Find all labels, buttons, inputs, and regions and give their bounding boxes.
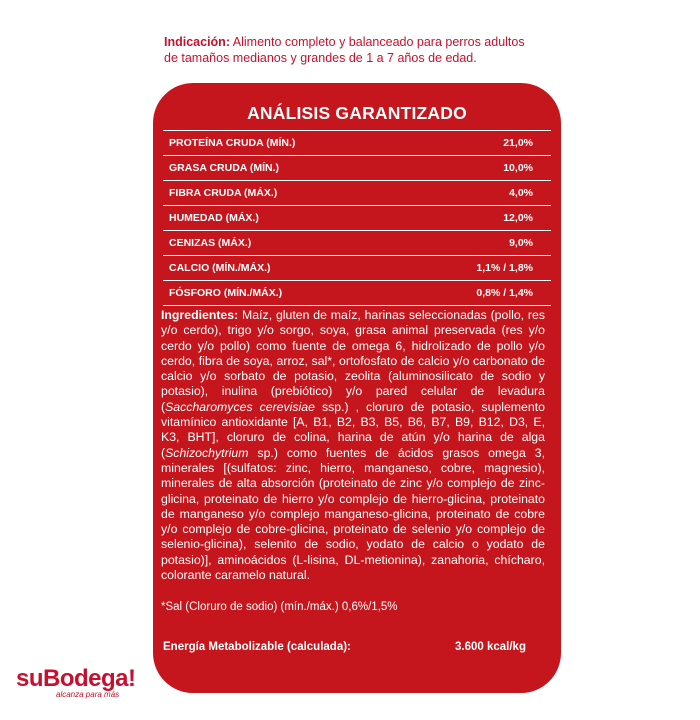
table-row <box>163 231 551 256</box>
row-label: HUMEDAD (MÁX.) <box>169 212 259 224</box>
ingredients-part3: sp.) como fuentes de ácidos grasos omega 3, minerales [(sulfatos: zinc, hierro, manganeso, cobre, magnesio), minerales de alta absorción (proteinato de zinc y/o complejo de zinc-glicina, proteinato de hierro y/o complejo de hierro-glicina, proteinato de manganeso y/o complejo manganeso-glicina, proteinato de cobre y/o complejo de cobre-glicina, proteinato de selenio y/o complejo de selenio-glicina), selenito de sodio, yodato de calcio o yodato de potasio)], aminoácidos (L-lisina, DL-metionina), zanahoria, chícharo, colorante caramelo natural. <box>161 445 545 583</box>
panel-title: ANÁLISIS GARANTIZADO <box>247 103 467 123</box>
table-row <box>163 156 551 181</box>
ingredients-italic1: Saccharomyces cerevisiae <box>165 399 315 414</box>
ingredients-part2: ssp.) , cloruro de potasio, suplemento vitamínico antioxidante [A, B1, B2, B3, B5, B6, B7, B9, B12, D3, E, K3, BHT], cloruro de colina, harina de atún y/o harina de alga ( <box>161 399 545 460</box>
ingredients-text <box>161 308 545 583</box>
ingredients-part1: Maíz, gluten de maíz, harinas seleccionadas (pollo, res y/o cerdo), trigo y/o sorgo, soya, grasa animal preservada (res y/o cerdo y/o pollo) como fuente de omega 6, hidrolizado de pollo y/o cerdo, fibra de soya, arroz, sal*, ortofosfato de calcio y/o carbonato de calcio y/o sorbato de potasio, zeolita (aluminosilicato de sodio y potasio), inulina (prebiótico) y/o pared celular de levadura ( <box>161 308 545 414</box>
energy-label: Energía Metabolizable (calculada): <box>163 641 351 653</box>
logo-name: suBodega! <box>16 665 136 692</box>
indication-text <box>164 34 604 66</box>
row-value: 1,1% / 1,8% <box>476 262 533 274</box>
table-row <box>163 206 551 231</box>
row-label: PROTEÍNA CRUDA (MÍN.) <box>169 137 296 149</box>
table-row <box>163 181 551 206</box>
energy-line <box>163 641 543 653</box>
row-label: CALCIO (MÍN./MÁX.) <box>169 262 271 274</box>
row-value: 9,0% <box>509 237 533 249</box>
row-label: FÓSFORO (MÍN./MÁX.) <box>169 287 283 299</box>
row-label: CENIZAS (MÁX.) <box>169 237 252 249</box>
table-row <box>163 281 551 306</box>
brand-logo <box>16 666 176 706</box>
analysis-panel <box>153 83 561 693</box>
analysis-table <box>163 130 551 306</box>
indication-label: Indicación: <box>164 35 230 49</box>
table-row <box>163 256 551 281</box>
row-value: 10,0% <box>503 162 533 174</box>
energy-value: 3.600 kcal/kg <box>455 641 526 653</box>
row-value: 21,0% <box>503 137 533 149</box>
indication-line1: Alimento completo y balanceado para perros adultos <box>229 35 525 49</box>
row-label: GRASA CRUDA (MÍN.) <box>169 162 280 174</box>
row-value: 12,0% <box>503 212 533 224</box>
indication-line2: de tamaños medianos y grandes de 1 a 7 años de edad. <box>164 51 477 65</box>
ingredients-label: Ingredientes: <box>161 308 239 322</box>
logo-tagline: alcanza para más <box>56 690 120 699</box>
row-value: 0,8% / 1,4% <box>476 287 533 299</box>
table-row <box>163 131 551 156</box>
salt-note: *Sal (Cloruro de sodio) (mín./máx.) 0,6%/1,5% <box>161 601 398 613</box>
row-value: 4,0% <box>509 187 533 199</box>
row-label: FIBRA CRUDA (MÁX.) <box>169 187 278 199</box>
ingredients-italic2: Schizochytrium <box>165 445 249 460</box>
